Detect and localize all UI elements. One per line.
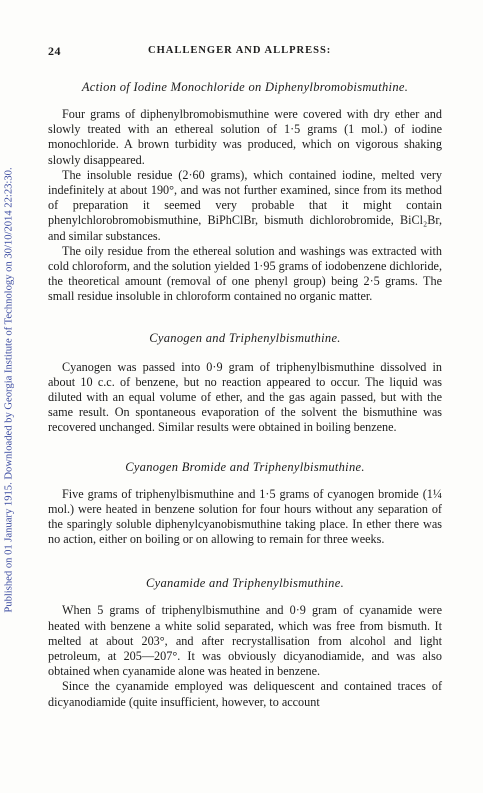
paragraph: The insoluble residue (2·60 grams), which contained iodine, melted very indefinitely at about 190°, and was not further examined, since from its method of preparation it seemed very probable that it might contain phenylchlorobromobismuthine, BiPhClBr, bismuth dichlorobromide, BiCl₂Br, and similar substances. — [48, 167, 442, 243]
download-notice — [2, 40, 16, 740]
paragraph: When 5 grams of triphenylbismuthine and 0·9 gram of cyanamide were heated with benzene a white solid separated, which was free from bismuth. It melted at about 203°, and after recrystallisation from alcohol and light petroleum, at 205—207°. It was obviously dicyanodiamide, and was also obtained when cyanamide alone was heated in benzene. — [48, 603, 442, 679]
download-notice-text: Published on 01 January 1915. Downloaded by Georgia Institute of Technology on 30/10/2014 22:23:30. — [3, 167, 15, 613]
paragraph: Since the cyanamide employed was deliquescent and contained traces of dicyanodiamide (quite insufficient, however, to account — [48, 679, 442, 709]
section-heading-iodine-monochloride: Action of Iodine Monochloride on Diphenylbromobismuthine. — [81, 80, 409, 94]
paragraph: Four grams of diphenylbromobismuthine were covered with dry ether and slowly treated with an ethereal solution of 1·5 grams (1 mol.) of iodine monochloride. A brown turbidity was produced, which on vigorous shaking slowly disappeared. — [48, 107, 442, 167]
paragraph: Cyanogen was passed into 0·9 gram of triphenylbismuthine dissolved in about 10 c.c. of benzene, but no reaction appeared to occur. The liquid was diluted with an equal volume of ether, and the gas again passed, but with the same result. On spontaneous evaporation of the solvent the bismuthine was recovered unchanged. Similar results were obtained in boiling benzene. — [48, 359, 442, 435]
running-head: CHALLENGER AND ALLPRESS: — [148, 45, 332, 56]
page-number: 24 — [48, 44, 61, 58]
page-header — [48, 44, 442, 60]
paragraph: The oily residue from the ethereal solution and washings was extracted with cold chloroform, and the solution yielded 1·95 grams of iodobenzene dichloride, the theoretical amount (removal of one phenyl group) being 2·5 grams. The small residue insoluble in chloroform contained no organic matter. — [48, 243, 442, 304]
paragraph: Five grams of triphenylbismuthine and 1·5 grams of cyanogen bromide (1¼ mol.) were heated in benzene solution for four hours without any separation of the sparingly soluble diphenylcyanobismuthine taking place. In ether there was no action, either on boiling or on allowing to remain for three weeks. — [48, 486, 442, 547]
section-heading-cyanamide: Cyanamide and Triphenylbismuthine. — [145, 576, 345, 591]
section-heading-cyanogen: Cyanogen and Triphenylbismuthine. — [149, 330, 341, 345]
journal-page — [48, 44, 442, 710]
section-heading-cyanogen-bromide: Cyanogen Bromide and Triphenylbismuthine. — [125, 459, 365, 474]
